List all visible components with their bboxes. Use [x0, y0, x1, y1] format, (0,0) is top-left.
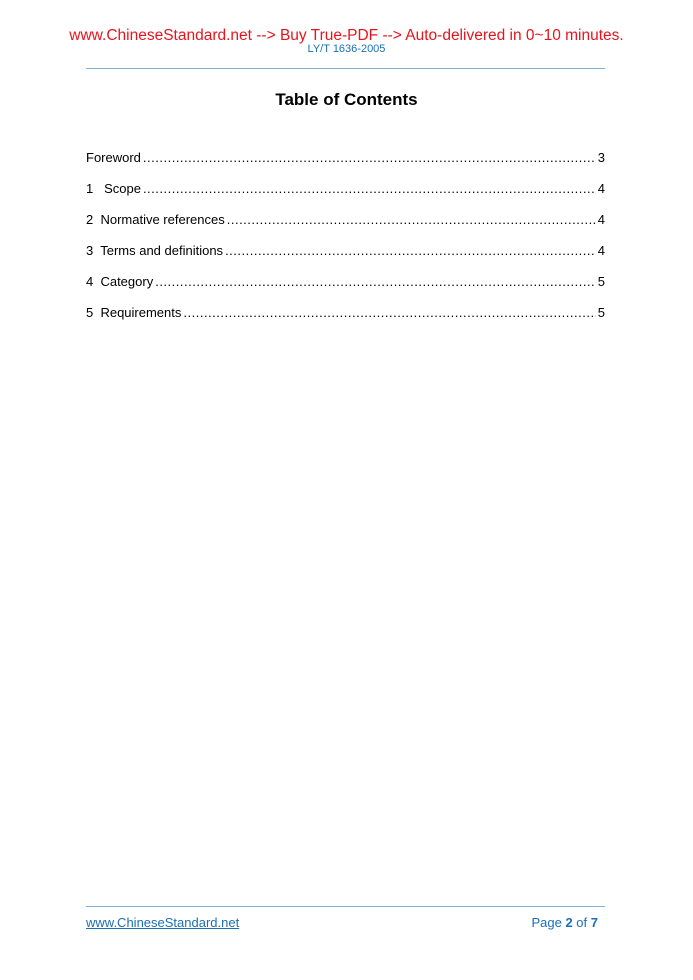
toc-entry-page: 4	[597, 243, 605, 258]
toc-entry-page: 3	[597, 150, 605, 165]
page-separator: of	[572, 915, 591, 930]
top-banner[interactable]: www.ChineseStandard.net --> Buy True-PDF --> Auto-delivered in 0~10 minutes.	[69, 27, 624, 44]
toc-entry-label: 1 Scope	[86, 181, 141, 196]
toc-entry-requirements[interactable]	[86, 304, 605, 335]
toc-leader-dots	[227, 211, 596, 228]
standard-code: LY/T 1636-2005	[307, 43, 386, 55]
toc-entry-label: 3 Terms and definitions	[86, 243, 224, 258]
toc-entry-page: 4	[597, 212, 605, 227]
toc-entry-terms-and-definitions[interactable]	[86, 242, 605, 273]
toc-entry-page: 4	[597, 181, 605, 196]
toc-entry-label: 2 Normative references	[86, 212, 225, 227]
toc-entry-normative-references[interactable]	[86, 211, 605, 242]
footer-website-link[interactable]: www.ChineseStandard.net	[86, 915, 240, 930]
toc-entry-label: Foreword	[86, 150, 141, 165]
toc-entry-foreword[interactable]	[86, 149, 605, 180]
toc-entry-scope[interactable]	[86, 180, 605, 211]
toc-leader-dots	[143, 149, 596, 166]
toc-leader-dots	[183, 304, 595, 321]
toc-entry-label: 4 Category	[86, 274, 154, 289]
toc-entry-category[interactable]	[86, 273, 605, 304]
toc-entry-page: 5	[597, 305, 605, 320]
toc-entry-page: 5	[597, 274, 605, 289]
page-prefix: Page	[531, 915, 566, 930]
footer-divider	[86, 906, 605, 907]
current-page-number: 2	[565, 915, 573, 930]
toc-entry-label: 5 Requirements	[86, 305, 182, 320]
toc-leader-dots	[143, 180, 596, 197]
toc-leader-dots	[225, 242, 596, 259]
toc-leader-dots	[155, 273, 596, 290]
header-divider	[86, 68, 605, 69]
page-indicator	[531, 915, 598, 931]
toc-title: Table of Contents	[275, 90, 418, 109]
toc-list	[86, 149, 605, 335]
total-pages-number: 7	[590, 915, 598, 930]
